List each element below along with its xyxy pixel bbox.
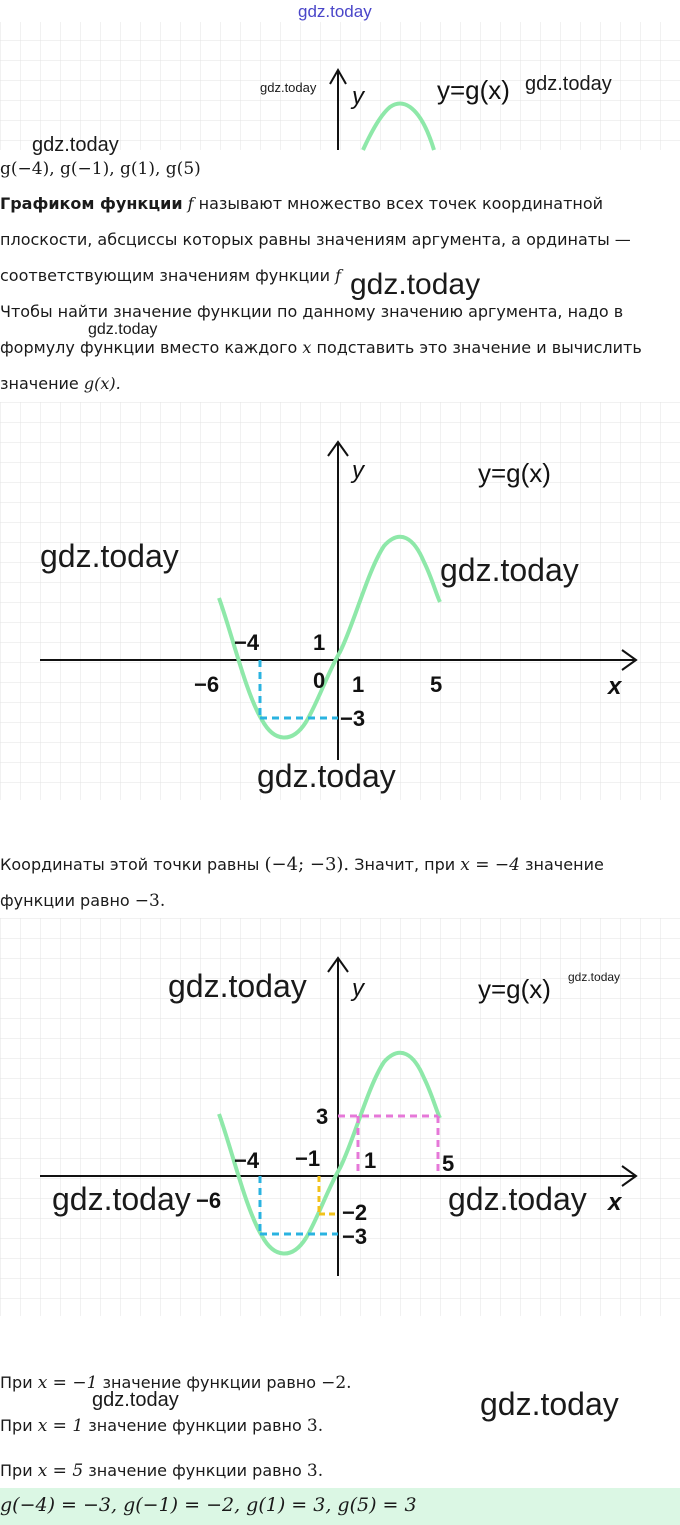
value: 3. bbox=[306, 1416, 324, 1436]
result-text: При bbox=[0, 1373, 33, 1392]
variable-x: x bbox=[302, 338, 312, 357]
result-text: значение функции равно bbox=[88, 1461, 302, 1480]
tick-label: −2 bbox=[342, 1200, 368, 1225]
result-line bbox=[0, 1416, 323, 1436]
function-label: y=g(x) bbox=[437, 75, 510, 105]
tick-label: 3 bbox=[316, 1104, 329, 1129]
result-text: значение функции равно bbox=[102, 1373, 317, 1392]
tick-label: 5 bbox=[442, 1151, 455, 1176]
method-line-1: Чтобы найти значение функции по данному значению аргумента, надо в bbox=[0, 302, 624, 321]
answer-box bbox=[0, 1488, 680, 1525]
task-line: g(−4), g(−1), g(1), g(5) bbox=[0, 159, 201, 179]
watermark: gdz.today bbox=[448, 1181, 587, 1217]
x-axis-label: x bbox=[608, 1189, 622, 1216]
equation: x = 1 bbox=[37, 1416, 84, 1436]
tick-label: −6 bbox=[194, 672, 220, 697]
watermark: gdz.today bbox=[257, 758, 396, 794]
result-text: значение функции равно bbox=[88, 1416, 302, 1435]
method-text: значение bbox=[0, 374, 79, 393]
watermark: gdz.today bbox=[32, 134, 119, 156]
result-line bbox=[0, 1461, 323, 1481]
site-logo[interactable]: gdz.today bbox=[298, 2, 372, 21]
tick-label: 1 bbox=[352, 672, 365, 697]
result-text: При bbox=[0, 1461, 33, 1480]
method-text: формулу функции вместо каждого bbox=[0, 338, 298, 357]
y-axis-label: y bbox=[352, 457, 364, 484]
y-axis-label: y bbox=[352, 83, 364, 110]
x-axis-label: x bbox=[608, 673, 622, 700]
coords-text: Координаты этой точки равны bbox=[0, 855, 260, 874]
tick-label: −1 bbox=[295, 1146, 321, 1171]
definition-text: называют множество всех точек координатной bbox=[198, 194, 604, 213]
definition-line-1 bbox=[0, 194, 603, 214]
coords-text: Значит, при bbox=[354, 855, 456, 874]
watermark: gdz.today bbox=[168, 968, 307, 1004]
watermark: gdz.today bbox=[480, 1386, 619, 1422]
function-label: y=g(x) bbox=[478, 974, 551, 1004]
tick-label: −6 bbox=[196, 1188, 222, 1213]
watermark: gdz.today bbox=[52, 1181, 191, 1217]
definition-line-3 bbox=[0, 266, 341, 286]
definition-term: Графиком функции bbox=[0, 194, 183, 213]
function-label: y=g(x) bbox=[478, 458, 551, 488]
tick-label: 1 bbox=[364, 1148, 377, 1173]
result-text: При bbox=[0, 1416, 33, 1435]
y-axis-label: y bbox=[352, 975, 364, 1002]
g-of-x: g(x). bbox=[83, 374, 121, 393]
coords-text: значение bbox=[525, 855, 604, 874]
tick-label: 0 bbox=[313, 668, 326, 693]
function-symbol: f bbox=[187, 194, 194, 213]
equation: x = 5 bbox=[37, 1461, 84, 1481]
tick-label: 1 bbox=[313, 630, 326, 655]
coords-line-2 bbox=[0, 891, 165, 911]
value: −2. bbox=[321, 1373, 352, 1393]
function-symbol: f bbox=[335, 266, 342, 285]
equation: x = −1 bbox=[37, 1373, 98, 1393]
watermark: gdz.today bbox=[440, 552, 579, 588]
watermark: gdz.today bbox=[40, 538, 179, 574]
value: 3. bbox=[306, 1461, 324, 1481]
grid-background bbox=[0, 402, 680, 800]
graph-1 bbox=[0, 402, 680, 802]
definition-text: соответствующим значениям функции bbox=[0, 266, 331, 285]
tick-label: −4 bbox=[234, 1148, 260, 1173]
method-line-3 bbox=[0, 374, 121, 394]
watermark: gdz.today bbox=[350, 268, 481, 301]
equation: x = −4 bbox=[460, 855, 520, 875]
watermark: gdz.today bbox=[525, 73, 612, 95]
coords-line-1 bbox=[0, 855, 604, 875]
watermark: gdz.today bbox=[88, 321, 158, 338]
watermark: gdz.today bbox=[568, 970, 621, 984]
definition-line-2: плоскости, абсцисcы которых равны значениям аргумента, а ординаты — bbox=[0, 230, 631, 249]
coords-text: функции равно bbox=[0, 891, 130, 910]
answer-text: g(−4) = −3, g(−1) = −2, g(1) = 3, g(5) = 3 bbox=[0, 1494, 417, 1516]
watermark: gdz.today bbox=[260, 80, 317, 95]
tick-label: −3 bbox=[340, 706, 366, 731]
tick-label: −3 bbox=[342, 1224, 368, 1249]
point-coords: (−4; −3). bbox=[264, 854, 350, 875]
method-line-2 bbox=[0, 338, 642, 358]
tick-label: −4 bbox=[234, 630, 260, 655]
value: −3. bbox=[134, 891, 166, 911]
tick-label: 5 bbox=[430, 672, 443, 697]
method-text: подставить это значение и вычислить bbox=[316, 338, 642, 357]
watermark: gdz.today bbox=[92, 1389, 179, 1411]
